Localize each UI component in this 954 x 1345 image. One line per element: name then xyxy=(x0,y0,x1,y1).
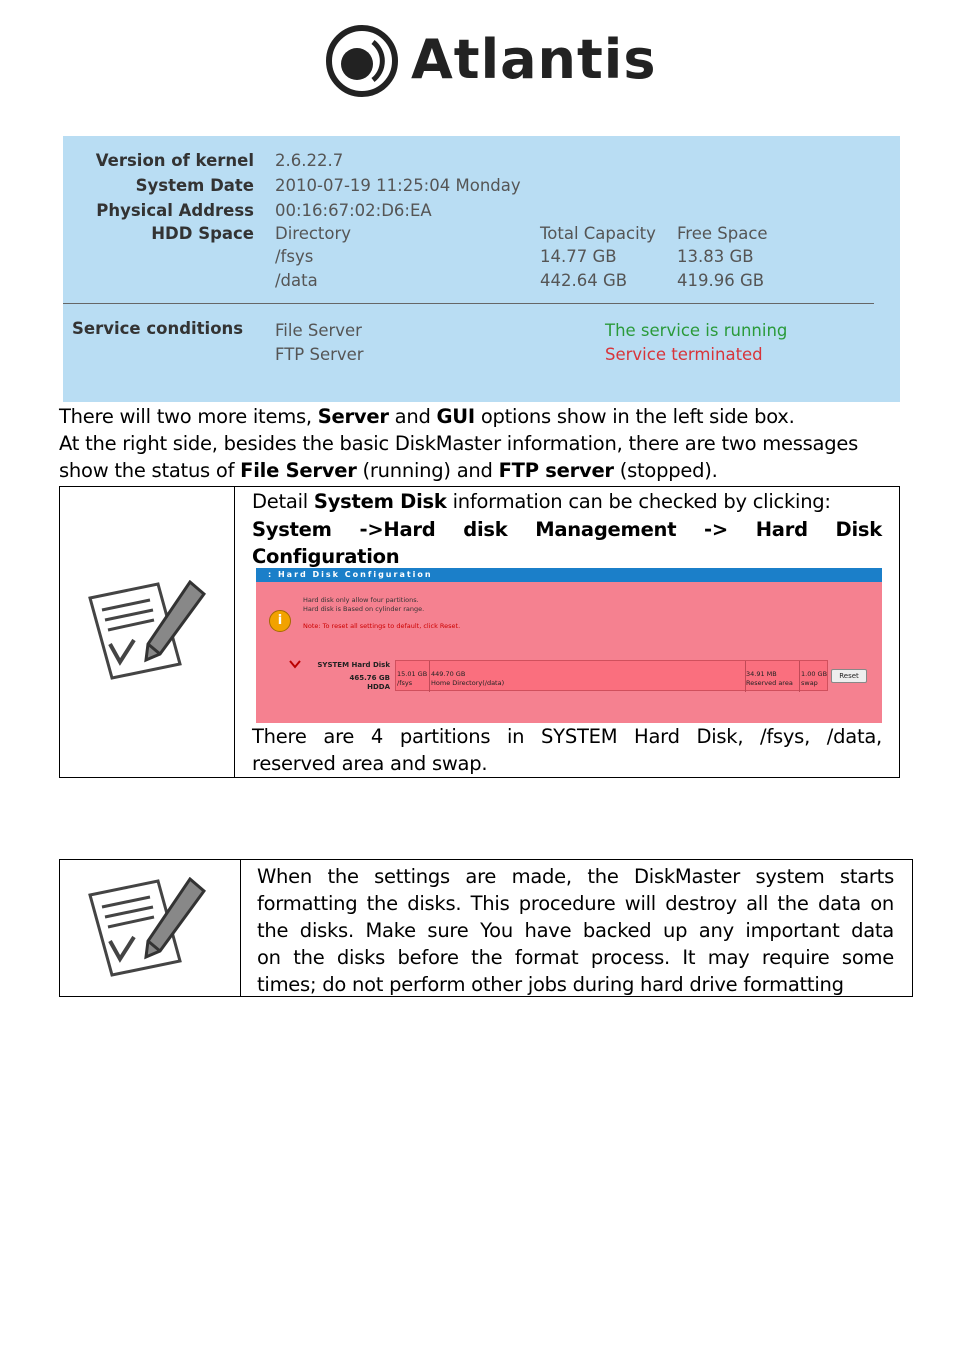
hdd-dir: /fsys xyxy=(275,247,314,266)
warning-note-table xyxy=(59,859,913,997)
note-line: There are 4 partitions in SYSTEM Hard Disk, /fsys, /data, xyxy=(252,725,882,748)
note-path-line: Configuration xyxy=(252,545,400,568)
warning-line: the disks. Make sure You have backed up any important data xyxy=(257,919,894,942)
hdd-total: 14.77 GB xyxy=(540,247,617,266)
service-status-running: The service is running xyxy=(605,321,788,340)
partition-bar[interactable] xyxy=(395,660,828,691)
hd-msg: Hard disk only allow four partitions. xyxy=(303,596,419,604)
note-pencil-icon xyxy=(88,877,206,977)
logo-mark-icon xyxy=(325,24,399,98)
hd-config-title: : Hard Disk Configuration xyxy=(256,568,882,582)
warning-line: times; do not perform other jobs during hard drive formatting xyxy=(257,973,844,996)
hdd-free: 13.83 GB xyxy=(677,247,754,266)
partition-name: Reserved area xyxy=(746,679,793,687)
warning-line: on the disks before the format process. It may require some xyxy=(257,946,894,969)
date-value: 2010-07-19 11:25:04 Monday xyxy=(275,176,521,195)
hdd-free-header: Free Space xyxy=(677,224,768,243)
disk-icon xyxy=(289,659,301,669)
partition-name: swap xyxy=(801,679,818,687)
partition-size: 1.00 GB xyxy=(801,670,828,678)
service-conditions-label: Service conditions xyxy=(72,319,244,338)
paragraph-line: There will two more items, Server and GUI options show in the left side box. xyxy=(59,405,795,428)
mac-value: 00:16:67:02:D6:EA xyxy=(275,201,432,220)
hdd-label: HDD Space xyxy=(151,224,254,243)
service-name: File Server xyxy=(275,321,362,340)
logo-wordmark: Atlantis xyxy=(411,28,657,91)
note-table xyxy=(59,486,900,778)
hdd-dir: /data xyxy=(275,271,318,290)
warning-line: When the settings are made, the DiskMaster system starts xyxy=(257,865,894,888)
hdd-total-header: Total Capacity xyxy=(540,224,656,243)
mac-label: Physical Address xyxy=(96,201,254,220)
service-status-terminated: Service terminated xyxy=(605,345,763,364)
partition-size: 34.91 MB xyxy=(746,670,777,678)
hd-note: Note: To reset all settings to default, click Reset. xyxy=(303,622,461,630)
note-line: Detail System Disk information can be checked by clicking: xyxy=(252,490,831,513)
atlantis-logo xyxy=(325,22,657,102)
paragraph-line: show the status of File Server (running) and FTP server (stopped). xyxy=(59,459,718,482)
partition-size: 15.01 GB xyxy=(397,670,428,678)
disk-size: 465.76 GB xyxy=(349,674,390,682)
partition-size: 449.70 GB xyxy=(431,670,466,678)
divider xyxy=(63,303,874,304)
system-info-panel xyxy=(63,136,900,402)
note-pencil-icon xyxy=(88,580,206,680)
date-label: System Date xyxy=(135,176,254,195)
hard-disk-config-screenshot xyxy=(256,568,882,723)
note-path-line: System ->Hard disk Management -> Hard Disk xyxy=(252,518,882,541)
paragraph-line: At the right side, besides the basic DiskMaster information, there are two messages xyxy=(59,432,859,455)
kernel-value: 2.6.22.7 xyxy=(275,151,344,170)
warning-line: formatting the disks. This procedure will destroy all the data on xyxy=(257,892,894,915)
note-line: reserved area and swap. xyxy=(252,752,488,775)
hdd-total: 442.64 GB xyxy=(540,271,628,290)
partition-name: /fsys xyxy=(397,679,413,687)
hdd-free: 419.96 GB xyxy=(677,271,765,290)
hdd-directory-header: Directory xyxy=(275,224,352,243)
reset-button[interactable]: Reset xyxy=(831,669,867,683)
partition-name: Home Directory(/data) xyxy=(431,679,505,687)
info-icon: i xyxy=(269,610,291,632)
kernel-label: Version of kernel xyxy=(95,151,254,170)
hd-msg: Hard disk is Based on cylinder range. xyxy=(303,605,425,613)
service-name: FTP Server xyxy=(275,345,364,364)
disk-name: SYSTEM Hard Disk xyxy=(317,661,390,669)
disk-device: HDDA xyxy=(367,683,390,691)
